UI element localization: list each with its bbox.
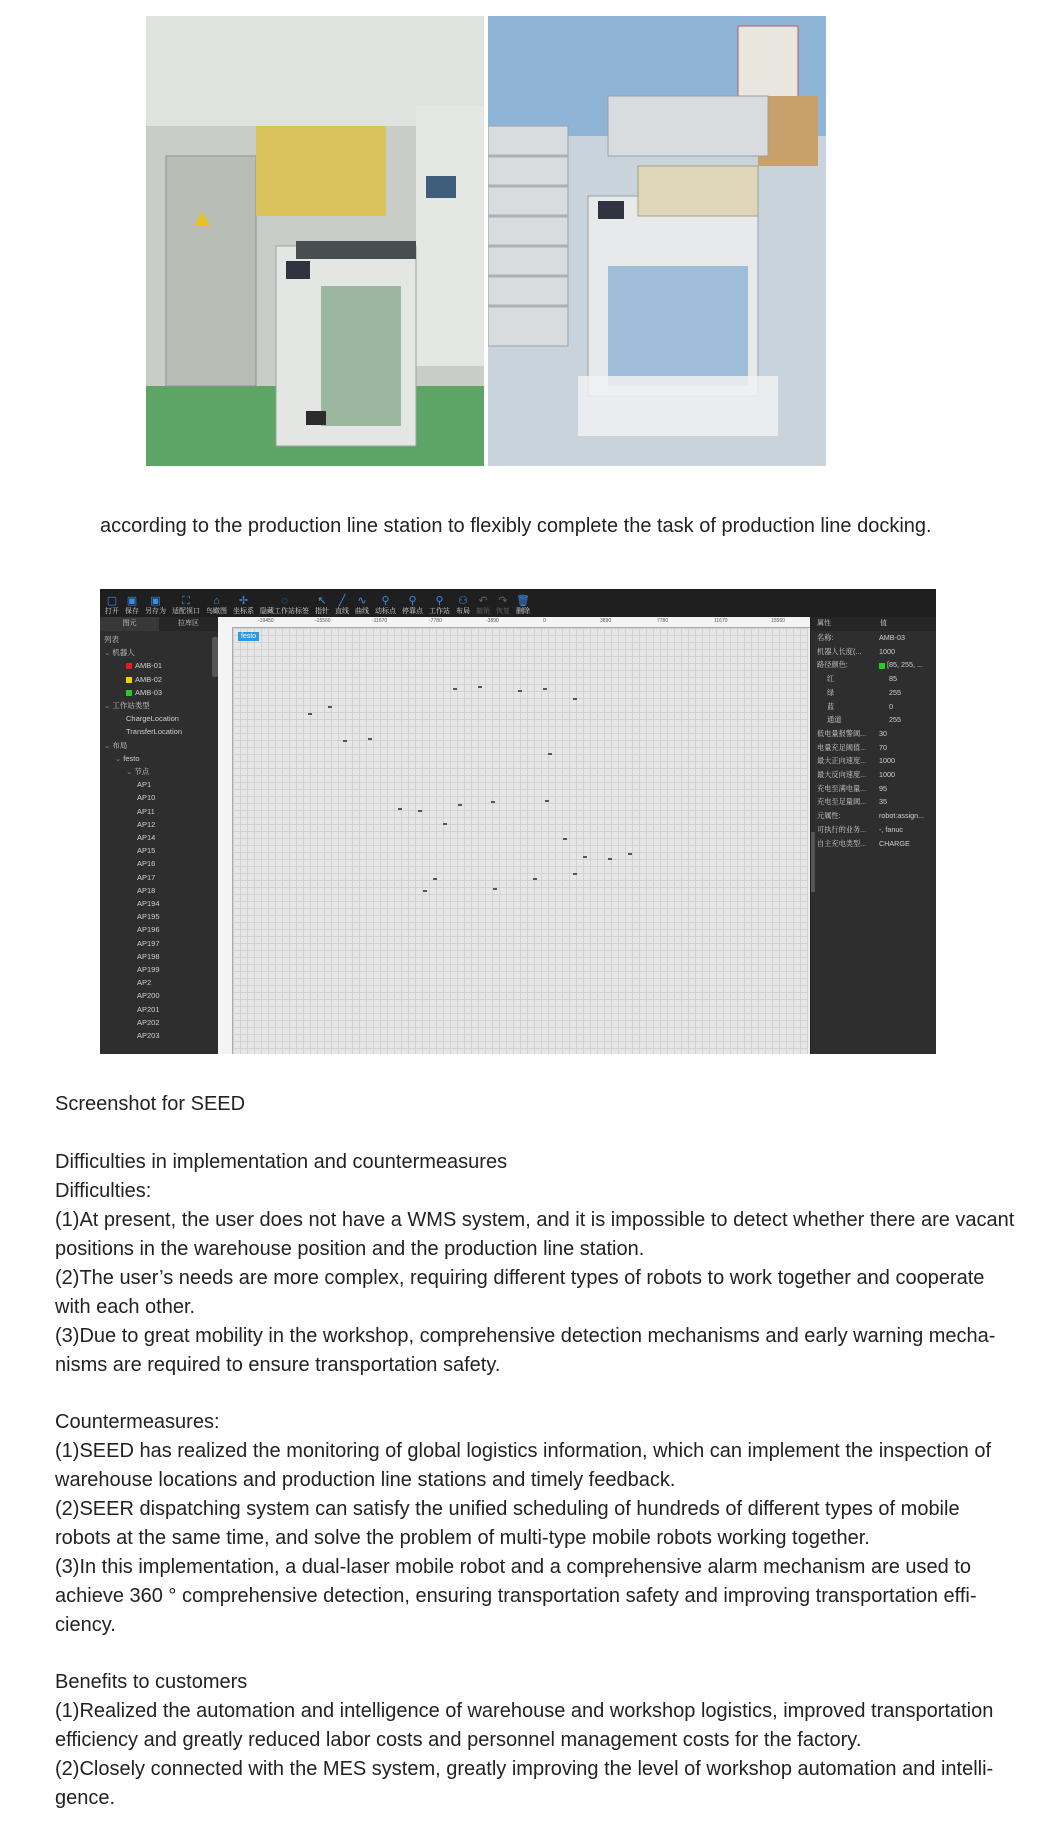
- property-value[interactable]: [879, 741, 936, 755]
- property-name: 元属性:: [817, 811, 841, 821]
- tree-item-label: 列表: [104, 635, 119, 644]
- tree-item-label: AP202: [137, 1017, 160, 1027]
- tree-item[interactable]: [100, 673, 218, 686]
- properties-header: [811, 617, 936, 631]
- property-value[interactable]: [879, 837, 936, 851]
- tree-item-label: AP16: [137, 859, 156, 869]
- robot-color-swatch: [126, 690, 132, 696]
- tree-item-label: AP203: [137, 1031, 160, 1041]
- difficulties-heading: Difficulties in implementation and countermeasures: [55, 1151, 508, 1173]
- tree-item[interactable]: [100, 884, 218, 897]
- toolbar-label: 另存为: [145, 608, 166, 615]
- properties-header-name: 属性: [817, 620, 831, 627]
- toolbar-save-as-button[interactable]: [142, 589, 169, 617]
- countermeasure-item: (1)SEED has realized the monitoring of global logistics information, which can implement the inspection of warehouse locations and production line stations and timely feedback.: [55, 1440, 992, 1491]
- tree-item[interactable]: [100, 739, 218, 752]
- map-node-marker[interactable]: [433, 878, 437, 880]
- tree-item[interactable]: [100, 791, 218, 804]
- map-node-marker[interactable]: [343, 740, 347, 742]
- tree-item[interactable]: [100, 937, 218, 950]
- ruler-tick-label: -19450: [258, 618, 274, 624]
- tree-item-label: ChargeLocation: [126, 714, 179, 724]
- toolbar-label: 坐标系: [233, 608, 254, 615]
- property-value-text: 1000: [879, 646, 895, 656]
- property-value-text: 255: [889, 687, 901, 697]
- ruler-vertical: [218, 627, 233, 1054]
- ruler-tick-label: -15560: [315, 618, 331, 624]
- property-row[interactable]: [811, 795, 936, 809]
- tree-item-label: AP2: [137, 978, 152, 988]
- toolbar-line-button[interactable]: [332, 589, 352, 617]
- property-row[interactable]: [811, 809, 936, 823]
- tree-item[interactable]: [100, 1003, 218, 1016]
- property-value-text: robot:assign...: [879, 811, 925, 821]
- property-row[interactable]: [811, 741, 936, 755]
- property-value[interactable]: [889, 672, 936, 686]
- toolbar-label: 删除: [516, 608, 530, 615]
- tree-item-label: festo: [123, 753, 140, 763]
- chevron-down-icon[interactable]: ⌄: [104, 740, 111, 750]
- map-node-marker[interactable]: [368, 738, 372, 740]
- property-value-text: 30: [879, 728, 887, 738]
- curve-icon: ∿: [357, 595, 367, 607]
- toolbar-folder-button[interactable]: [102, 589, 122, 617]
- map-node-marker[interactable]: [493, 888, 497, 890]
- property-value[interactable]: [879, 645, 936, 659]
- screenshot-caption-text: Screenshot for SEED: [55, 1093, 246, 1115]
- toolbar-label: 停靠点: [402, 608, 423, 615]
- property-row[interactable]: [811, 631, 936, 645]
- robot-color-swatch: [126, 677, 132, 683]
- path-color-swatch: [879, 663, 885, 669]
- tree-item[interactable]: [100, 765, 218, 778]
- map-node-marker[interactable]: [491, 801, 495, 803]
- property-value[interactable]: [879, 754, 936, 768]
- property-row[interactable]: [811, 686, 936, 700]
- property-name: 绿: [827, 687, 835, 697]
- difficulty-item: (2)The user’s needs are more complex, requiring different types of robots to work together and cooperate with each other.: [55, 1267, 985, 1318]
- layout-icon: ⚇: [458, 595, 468, 607]
- property-value-text: 0: [889, 701, 893, 711]
- property-name: 可执行的业务...: [817, 824, 867, 834]
- ruler-horizontal: [218, 617, 810, 628]
- tree-item[interactable]: [100, 871, 218, 884]
- seed-editor-screenshot: [100, 589, 936, 1054]
- tree-item-label: TransferLocation: [126, 727, 183, 737]
- tree-item-label: AP194: [137, 899, 160, 909]
- toolbar-fit-view-button[interactable]: [169, 589, 203, 617]
- map-node-marker[interactable]: [573, 873, 577, 875]
- map-node-marker[interactable]: [563, 838, 567, 840]
- property-name: 机器人长度(...: [817, 646, 862, 656]
- benefits-section: [55, 1668, 1015, 1813]
- tree-item-label: AP200: [137, 991, 160, 1001]
- tree-item[interactable]: [100, 686, 218, 699]
- map-node-marker[interactable]: [518, 690, 522, 692]
- property-name: 路径颜色:: [817, 660, 848, 670]
- property-value-text: 255: [889, 715, 901, 725]
- property-value-text: 1000: [879, 756, 895, 766]
- ruler-tick-label: -7780: [429, 618, 442, 624]
- property-value[interactable]: [879, 809, 936, 823]
- tree-item-label: 机器人: [112, 648, 135, 658]
- toolbar-layout-button[interactable]: [453, 589, 473, 617]
- tree-item-label: AP17: [137, 872, 156, 882]
- property-value[interactable]: [879, 795, 936, 809]
- tree-item[interactable]: [100, 1029, 218, 1042]
- toolbar-label: 布局: [456, 608, 470, 615]
- tree-item[interactable]: [100, 805, 218, 818]
- tree-item[interactable]: [100, 976, 218, 989]
- hide-label-icon: ◌: [281, 595, 288, 607]
- property-value[interactable]: [879, 768, 936, 782]
- map-node-marker[interactable]: [583, 856, 587, 858]
- tree-item[interactable]: [100, 699, 218, 712]
- delete-icon: 🗑: [516, 595, 530, 607]
- difficulties-section: [55, 1148, 1015, 1380]
- tree-item-label: AMB-03: [135, 687, 163, 697]
- countermeasure-item: (2)SEER dispatching system can satisfy the unified scheduling of hundreds of different types of mobile robots at the same time, and solve the problem of multi-type mobile robots working together.: [55, 1498, 960, 1549]
- tree-item-label: AP196: [137, 925, 160, 935]
- property-value[interactable]: [889, 700, 936, 714]
- tree-item-label: AMB-02: [135, 674, 163, 684]
- tree-item-label: AP201: [137, 1004, 160, 1014]
- workstation-icon: ⚲: [435, 595, 444, 607]
- property-name: 低电量报警阈...: [817, 728, 867, 738]
- property-value-text: CHARGE: [879, 838, 910, 848]
- toolbar-label: 恢复: [496, 608, 510, 615]
- tree-item-label: AP195: [137, 912, 160, 922]
- photo-robot-conveyor: [488, 16, 826, 466]
- map-node-marker[interactable]: [573, 698, 577, 700]
- fit-view-icon: ⛶: [182, 595, 190, 607]
- property-row[interactable]: [811, 837, 936, 851]
- editor-toolbar: [100, 589, 936, 617]
- map-canvas[interactable]: [218, 617, 810, 1054]
- save-as-icon: ▣: [150, 595, 161, 607]
- tree-item[interactable]: [100, 752, 218, 765]
- property-value-text: 70: [879, 742, 887, 752]
- toolbar-pointer-button[interactable]: [312, 589, 332, 617]
- tree-item-label: AP15: [137, 846, 156, 856]
- line-icon: ╱: [338, 595, 346, 607]
- screenshot-caption: [55, 1090, 1015, 1119]
- property-row[interactable]: [811, 700, 936, 714]
- difficulties-label: Difficulties:: [55, 1180, 152, 1202]
- tree-item[interactable]: [100, 844, 218, 857]
- property-value[interactable]: [879, 727, 936, 741]
- tree-item-label: AP12: [137, 819, 156, 829]
- tree-item[interactable]: [100, 633, 218, 646]
- property-row[interactable]: [811, 713, 936, 727]
- tab-library[interactable]: 拉库区: [178, 620, 199, 627]
- photo-robot-production-line-illustration: [146, 16, 484, 466]
- tree-item-label: AP11: [137, 806, 155, 816]
- property-name: 自主充电类型...: [817, 838, 867, 848]
- tree-item[interactable]: [100, 897, 218, 910]
- property-row[interactable]: [811, 754, 936, 768]
- map-node-marker[interactable]: [418, 810, 422, 812]
- tree-item[interactable]: [100, 725, 218, 738]
- caption-docking: according to the production line station to flexibly complete the task of production line docking.: [100, 515, 932, 537]
- properties-list: [811, 631, 936, 850]
- tree-item-label: AMB-01: [135, 661, 163, 671]
- toolbar-label: 隐藏工作站标签: [260, 608, 309, 615]
- property-name: 充电至满电量...: [817, 783, 867, 793]
- property-name: 通道: [827, 715, 842, 725]
- chevron-down-icon[interactable]: ⌄: [104, 701, 111, 711]
- tree-item-label: AP1: [137, 780, 152, 790]
- chevron-down-icon[interactable]: ⌄: [126, 767, 133, 777]
- property-value-text: 35: [879, 797, 887, 807]
- benefits-label: Benefits to customers: [55, 1671, 248, 1693]
- property-value-text: 95: [879, 783, 887, 793]
- tree-item-label: AP198: [137, 951, 160, 961]
- map-node-marker[interactable]: [453, 688, 457, 690]
- properties-header-value: 值: [880, 620, 887, 627]
- pointer-icon: ↖: [317, 595, 327, 607]
- tree-item[interactable]: [100, 712, 218, 725]
- toolbar-delete-button[interactable]: [513, 589, 533, 617]
- property-row[interactable]: [811, 727, 936, 741]
- property-row[interactable]: [811, 782, 936, 796]
- tree-item-label: AP199: [137, 965, 160, 975]
- property-name: 最大正向速度...: [817, 756, 867, 766]
- property-value-text: -, fanuc: [879, 824, 903, 834]
- tree-item[interactable]: [100, 646, 218, 659]
- chevron-down-icon[interactable]: ⌄: [104, 648, 111, 658]
- map-node-marker[interactable]: [548, 753, 552, 755]
- property-value-text: 1000: [879, 770, 895, 780]
- toolbar-label: 适配视口: [172, 608, 200, 615]
- tree-item-label: 布局: [112, 740, 128, 750]
- save-icon: ▣: [126, 595, 138, 607]
- toolbar-label: 工作站: [429, 608, 450, 615]
- toolbar-label: 打开: [105, 608, 119, 615]
- map-node-marker[interactable]: [628, 853, 632, 855]
- editor-left-panel: [100, 617, 219, 1054]
- toolbar-label: 指针: [315, 608, 329, 615]
- ruler-tick-label: -11670: [372, 618, 388, 624]
- station-point-icon: ⚲: [381, 595, 390, 607]
- tree-item-label: AP10: [137, 793, 156, 803]
- benefit-item: (1)Realized the automation and intelligence of warehouse and workshop logistics, improved transportation efficiency and greatly reduced labor costs and personnel management costs for the factory.: [55, 1700, 994, 1751]
- tree-item-label: AP197: [137, 938, 160, 948]
- countermeasures-section: [55, 1408, 1015, 1640]
- toolbar-hide-label-button[interactable]: [257, 589, 312, 617]
- tree-item[interactable]: [100, 923, 218, 936]
- benefit-item: (2)Closely connected with the MES system, greatly improving the level of workshop automation and intelli- gence.: [55, 1758, 994, 1809]
- tree-item-label: AP18: [137, 885, 156, 895]
- property-value[interactable]: [879, 782, 936, 796]
- home-icon: ⌂: [213, 595, 220, 607]
- ruler-tick-label: 15560: [771, 618, 785, 624]
- property-name: 红: [827, 674, 835, 684]
- property-row[interactable]: [811, 768, 936, 782]
- toolbar-station-point-button[interactable]: [372, 589, 399, 617]
- map-node-marker[interactable]: [545, 800, 549, 802]
- property-value[interactable]: [889, 713, 936, 727]
- element-tree: [100, 631, 218, 1042]
- tree-item[interactable]: [100, 989, 218, 1002]
- tree-item[interactable]: [100, 831, 218, 844]
- ruler-tick-label: 3890: [600, 618, 612, 624]
- property-value[interactable]: [879, 631, 936, 645]
- tree-item-label: AP14: [137, 833, 156, 843]
- countermeasures-label: Countermeasures:: [55, 1411, 220, 1433]
- robot-photos: [146, 16, 826, 466]
- toolbar-save-button[interactable]: [122, 589, 142, 617]
- tree-item[interactable]: [100, 818, 218, 831]
- toolbar-label: 鸟瞰图: [206, 608, 227, 615]
- map-node-marker[interactable]: [308, 713, 312, 715]
- robot-color-swatch: [126, 663, 132, 669]
- map-name-tag[interactable]: festo: [238, 632, 259, 641]
- ruler-tick-label: 7780: [657, 618, 669, 624]
- property-value-text: [85, 255, ...: [887, 660, 923, 670]
- park-point-icon: ⚲: [408, 595, 417, 607]
- property-name: 蓝: [827, 701, 835, 711]
- toolbar-label: 撤销: [476, 608, 490, 615]
- map-node-marker[interactable]: [543, 688, 547, 690]
- difficulty-item: (1)At present, the user does not have a WMS system, and it is impossible to detect whether there are vacant positions in the warehouse position and the production line station.: [55, 1209, 1015, 1260]
- toolbar-curve-button[interactable]: [352, 589, 372, 617]
- property-value-text: 85: [889, 674, 897, 684]
- toolbar-axis-button[interactable]: [230, 589, 257, 617]
- property-value[interactable]: [879, 823, 936, 837]
- tree-item[interactable]: [100, 857, 218, 870]
- property-name: 充电至足量阈...: [817, 797, 867, 807]
- property-row[interactable]: [811, 672, 936, 686]
- property-row[interactable]: [811, 823, 936, 837]
- redo-icon: ↷: [498, 595, 508, 607]
- toolbar-home-button[interactable]: [203, 589, 230, 617]
- properties-scrollbar[interactable]: [811, 832, 815, 892]
- tree-item[interactable]: [100, 910, 218, 923]
- toolbar-label: 曲线: [355, 608, 369, 615]
- photo-robot-conveyor-illustration: [488, 16, 826, 466]
- toolbar-workstation-button[interactable]: [426, 589, 453, 617]
- map-node-marker[interactable]: [398, 808, 402, 810]
- tree-item[interactable]: [100, 963, 218, 976]
- countermeasure-item: (3)In this implementation, a dual-laser mobile robot and a comprehensive alarm mechanism are used to achieve 360 ° comprehensive detection, ensuring transportation safety and improving transportation effi- ciency.: [55, 1556, 977, 1636]
- tree-item-label: 节点: [134, 767, 150, 777]
- undo-icon: ↶: [478, 595, 488, 607]
- ruler-tick-label: 0: [543, 618, 546, 624]
- toolbar-label: 保存: [125, 608, 139, 615]
- map-node-marker[interactable]: [608, 858, 612, 860]
- chevron-down-icon[interactable]: ⌄: [115, 753, 122, 763]
- property-row[interactable]: [811, 645, 936, 659]
- property-value-text: AMB-03: [879, 633, 905, 642]
- toolbar-redo-button[interactable]: [493, 589, 513, 617]
- photo-robot-production-line: [146, 16, 484, 466]
- property-value[interactable]: [889, 686, 936, 700]
- map-node-marker[interactable]: [328, 706, 332, 708]
- tree-item[interactable]: [100, 659, 218, 672]
- left-panel-tabs: [100, 617, 218, 631]
- tree-item[interactable]: [100, 1016, 218, 1029]
- ruler-tick-label: -3890: [486, 618, 499, 624]
- axis-icon: ✢: [238, 595, 249, 607]
- tree-item-label: 工作站类型: [112, 701, 150, 711]
- tree-item[interactable]: [100, 950, 218, 963]
- tree-item[interactable]: [100, 778, 218, 791]
- toolbar-park-point-button[interactable]: [399, 589, 426, 617]
- map-node-marker[interactable]: [458, 804, 462, 806]
- map-node-marker[interactable]: [443, 823, 447, 825]
- ruler-tick-label: 11670: [714, 618, 728, 624]
- property-row[interactable]: [811, 658, 936, 672]
- property-value[interactable]: [879, 658, 936, 672]
- property-name: 最大反向速度...: [817, 770, 867, 780]
- toolbar-label: 直线: [335, 608, 349, 615]
- toolbar-undo-button[interactable]: [473, 589, 493, 617]
- difficulty-item: (3)Due to great mobility in the workshop, comprehensive detection mechanisms and early warning mecha- nisms are required to ensure transportation safety.: [55, 1325, 996, 1376]
- map-node-marker[interactable]: [478, 686, 482, 688]
- editor-properties-panel: [810, 617, 936, 1054]
- map-grid[interactable]: [233, 628, 808, 1054]
- map-node-marker[interactable]: [423, 890, 427, 892]
- tab-elements[interactable]: 图元: [100, 617, 159, 631]
- folder-icon: ▢: [106, 595, 118, 607]
- toolbar-label: 动标点: [375, 608, 396, 615]
- property-name: 电量充足阈值...: [817, 742, 867, 752]
- map-node-marker[interactable]: [533, 878, 537, 880]
- property-name: 名称:: [817, 633, 834, 642]
